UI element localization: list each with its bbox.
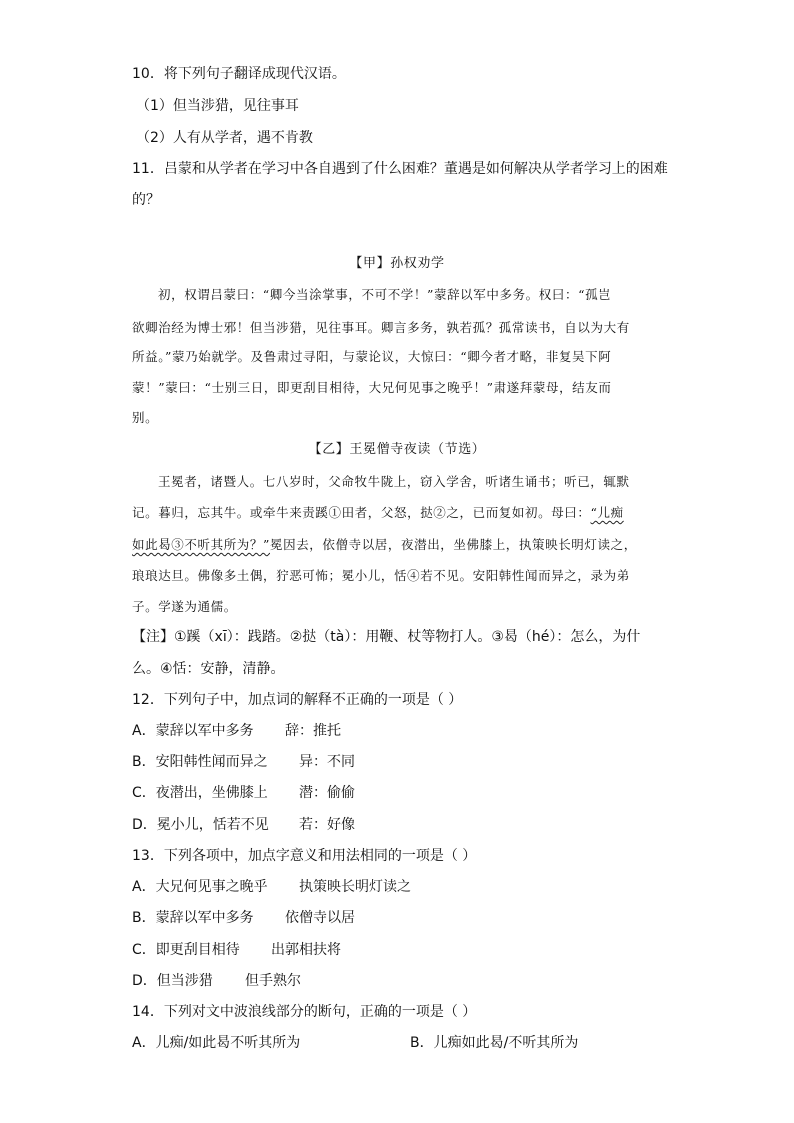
question-14-option-a: A．儿痴/如此曷不听其所为: [132, 1035, 301, 1051]
option-first-sentence: B．蒙辞以军中多务: [132, 910, 254, 926]
option-second-sentence: 执策映长明灯读之: [299, 879, 411, 895]
question-12-option-d: [132, 815, 532, 835]
question-10-sentence-1: （1）但当涉猎，见往事耳: [136, 98, 299, 114]
option-first-sentence: D．但当涉猎: [132, 973, 213, 989]
passage-yi-line: 子。学遂为通儒。: [132, 599, 237, 614]
question-14-option-b: B．儿痴如此曷/不听其所为: [410, 1035, 579, 1051]
question-10-sentence-2: （2）人有从学者，遇不肯教: [136, 130, 313, 146]
question-11-stem-line-1: 11．吕蒙和从学者在学习中各自遇到了什么困难？董遇是如何解决从学者学习上的困难: [132, 161, 668, 177]
option-second-sentence: 出郭相扶将: [271, 942, 341, 958]
passage-jia-line: 欲卿治经为博士邪！但当涉猎，见往事耳。卿言多务，孰若孤？孤常读书，自以为大有: [132, 320, 630, 335]
question-10-stem: 10．将下列句子翻译成现代汉语。: [132, 66, 346, 82]
option-gloss: 异：不同: [299, 754, 355, 770]
passage-jia-title: 【甲】孙权劝学: [349, 256, 445, 271]
option-first-sentence: A．大兄何见事之晚乎: [132, 879, 268, 895]
question-14-stem: 14．下列对文中波浪线部分的断句，正确的一项是（ ）: [132, 1004, 477, 1020]
option-sentence: B．安阳韩性闻而异之: [132, 754, 268, 770]
passage-yi-title: 【乙】王冕僧寺夜读（节选）: [308, 442, 486, 457]
question-11-stem-line-2: 的？: [132, 192, 160, 208]
wavy-underlined-text: 如此曷③不听其所为？”: [132, 537, 270, 552]
passage-jia-line: 所益。”蒙乃始就学。及鲁肃过寻阳，与蒙论议，大惊曰：“卿今者才略，非复吴下阿: [132, 349, 612, 364]
passage-jia-line: 别。: [132, 410, 159, 425]
option-gloss: 若：好像: [299, 817, 355, 833]
option-second-sentence: 但手熟尔: [245, 973, 301, 989]
passage-yi-line: [132, 503, 624, 523]
passage-jia-line: 初，权谓吕蒙曰：“卿今当涂掌事，不可不学！”蒙辞以军中多务。权曰：“孤岂: [158, 287, 612, 302]
option-first-sentence: C．即更刮目相待: [132, 942, 240, 958]
option-gloss: 辞：推托: [285, 723, 341, 739]
wavy-underlined-text: “儿痴: [590, 505, 624, 520]
question-12-stem: 12．下列句子中，加点词的解释不正确的一项是（ ）: [132, 692, 463, 708]
option-sentence: C．夜潜出，坐佛膝上: [132, 785, 268, 801]
annotation-note-line-1: 【注】①蹊（xī）：践踏。②挞（tà）：用鞭、杖等物打人。③曷（hé）：怎么，为什: [132, 629, 641, 645]
passage-jia-line: 蒙！”蒙曰：“士别三日，即更刮目相待，大兄何见事之晚乎！”肃遂拜蒙母，结友而: [132, 380, 612, 395]
question-13-option-b: [132, 908, 532, 928]
question-12-option-a: [132, 721, 532, 741]
passage-yi-line-text: 冕因去，依僧寺以居，夜潜出，坐佛膝上，执策映长明灯读之，: [270, 537, 637, 552]
annotation-note-line-2: 么。④恬：安静，清静。: [132, 661, 285, 677]
option-sentence: A．蒙辞以军中多务: [132, 723, 254, 739]
passage-yi-line: 王冕者，诸暨人。七八岁时，父命牧牛陇上，窃入学舍，听诸生诵书；听已，辄默: [158, 474, 630, 489]
question-12-option-c: [132, 783, 532, 803]
option-sentence: D．冕小儿，恬若不见: [132, 817, 269, 833]
question-13-option-c: [132, 940, 532, 960]
question-13-option-d: [132, 971, 532, 991]
question-13-option-a: [132, 877, 532, 897]
passage-yi-line: 琅琅达旦。佛像多土偶，狞恶可怖；冕小儿，恬④若不见。安阳韩性闻而异之，录为弟: [132, 568, 630, 583]
passage-yi-line-text: 记。暮归，忘其牛。或牵牛来责蹊①田者，父怒，挞②之，已而复如初。母曰：: [132, 505, 591, 520]
option-gloss: 潜：偷偷: [299, 785, 355, 801]
question-13-stem: 13．下列各项中，加点字意义和用法相同的一项是（ ）: [132, 848, 477, 864]
option-second-sentence: 依僧寺以居: [285, 910, 355, 926]
passage-yi-line: [132, 535, 637, 555]
question-12-option-b: [132, 752, 532, 772]
